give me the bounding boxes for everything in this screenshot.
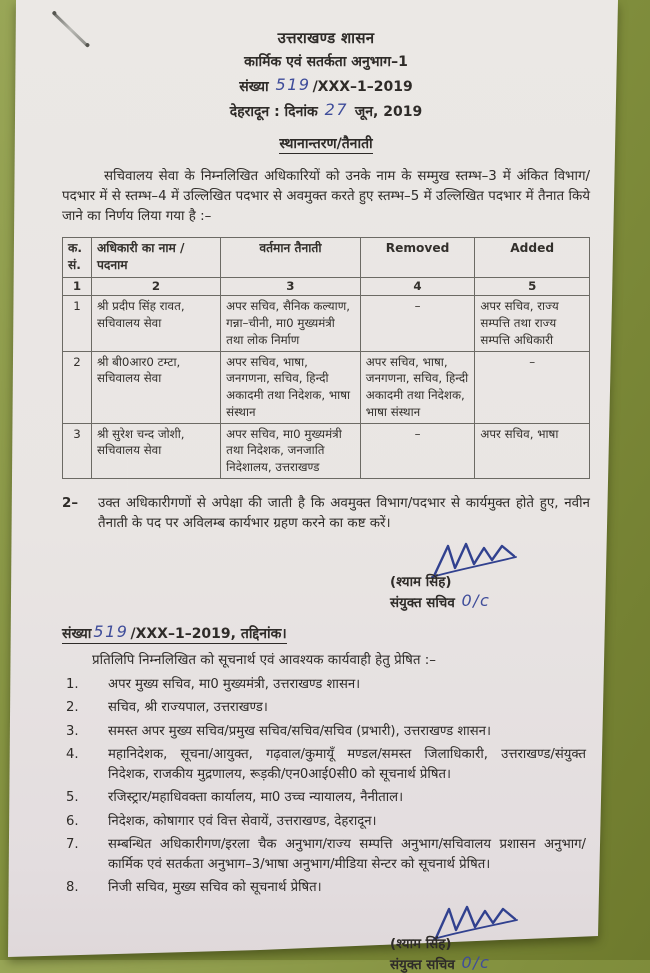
copy-reference-line bbox=[62, 623, 590, 643]
item-number: 6. bbox=[66, 813, 79, 829]
col-number-3: 3 bbox=[221, 277, 361, 296]
item-text: निदेशक, कोषागार एवं वित्त सेवायें, उत्तराखण्ड, देहरादून। bbox=[108, 813, 377, 829]
col-number-5: 5 bbox=[475, 277, 590, 296]
place-date-line bbox=[62, 101, 590, 121]
signature-block-2 bbox=[390, 900, 590, 973]
row2-current-posting: अपर सचिव, भाषा, जनगणना, सचिव, हिन्दी अकादमी तथा निदेशक, भाषा संस्थान bbox=[221, 351, 361, 423]
row3-removed: – bbox=[360, 423, 475, 478]
signatory-name: (श्याम सिंह) bbox=[390, 936, 452, 952]
item-text: निजी सचिव, मुख्य सचिव को सूचनार्थ प्रेषित। bbox=[108, 880, 322, 896]
department-title: कार्मिक एवं सतर्कता अनुभाग–1 bbox=[244, 54, 408, 70]
col-header-name: अधिकारी का नाम /पदनाम bbox=[91, 238, 220, 278]
ref-rest: /XXX–1–2019, तद्दिनांक। bbox=[130, 625, 287, 642]
row3-serial: 3 bbox=[63, 423, 92, 478]
list-item bbox=[62, 675, 590, 695]
date-handwritten: 27 bbox=[324, 100, 348, 119]
col-number-1: 1 bbox=[63, 277, 92, 296]
item-text: सम्बन्धित अधिकारीगण/इरला चैक अनुभाग/राज्य सम्पत्ति अनुभाग/सचिवालय प्रशासन अनुभाग/कार्मिक एवं सतर्कता अनुभाग–3/भाषा अनुभाग/मीडिया सेन्टर को सूचनार्थ प्रेषित। bbox=[108, 837, 586, 872]
item-text: महानिदेशक, सूचना/आयुक्त, गढ़वाल/कुमायूँ मण्डल/समस्त जिलाधिकारी, उत्तराखण्ड/संयुक्त निदेशक, राजकीय मुद्रणालय, रूड़की/एन0आई0सी0 को सूचनार्थ प्रेषित। bbox=[108, 747, 586, 782]
handwritten-oc-note: 0/c bbox=[461, 952, 491, 972]
table-row bbox=[63, 351, 590, 423]
item-text: सचिव, श्री राज्यपाल, उत्तराखण्ड। bbox=[108, 700, 268, 716]
government-title: उत्तराखण्ड शासन bbox=[277, 29, 375, 47]
place-date-label: देहरादून : दिनांक bbox=[229, 104, 318, 120]
ref-number-handwritten: 519 bbox=[93, 621, 129, 641]
list-item bbox=[62, 812, 590, 832]
row2-serial: 2 bbox=[63, 351, 92, 423]
col-header-added: Added bbox=[475, 238, 590, 278]
designation-text: संयुक्त सचिव bbox=[390, 957, 455, 973]
row2-added: – bbox=[475, 351, 590, 423]
row1-current-posting: अपर सचिव, सैनिक कल्याण, गन्ना–चीनी, मा0 मुख्यमंत्री तथा लोक निर्माण bbox=[221, 296, 361, 351]
copy-intro-line: प्रतिलिपि निम्नलिखित को सूचनार्थ एवं आवश्यक कार्यवाही हेतु प्रेषित :– bbox=[92, 652, 436, 668]
list-item bbox=[62, 698, 590, 718]
item-number: 4. bbox=[66, 747, 79, 763]
document-content bbox=[62, 28, 590, 973]
subject-line bbox=[62, 133, 590, 153]
col-header-serial: क. सं. bbox=[63, 238, 92, 278]
opening-paragraph: सचिवालय सेवा के निम्नलिखित अधिकारियों को उनके नाम के सम्मुख स्तम्भ–3 में अंकित विभाग/पदभार में से स्तम्भ–4 में उल्लिखित पदभार से अवमुक्त करते हुए स्तम्भ–5 में उल्लिखित पदभार में तैनात किये जाने का निर्णय लिया गया है :– bbox=[62, 169, 590, 224]
col-number-2: 2 bbox=[91, 277, 220, 296]
col-number-4: 4 bbox=[360, 277, 475, 296]
row1-removed: – bbox=[360, 296, 475, 351]
row3-current-posting: अपर सचिव, मा0 मुख्यमंत्री तथा निदेशक, जनजाति निदेशालय, उत्तराखण्ड bbox=[221, 423, 361, 478]
paragraph-text: उक्त अधिकारीगणों से अपेक्षा की जाती है कि अवमुक्त विभाग/पदभार से कार्यमुक्त होते हुए, नवीन तैनाती के पद पर अविलम्ब कार्यभार ग्रहण करने का कष्ट करें। bbox=[98, 495, 590, 531]
ref-label: संख्या bbox=[62, 625, 92, 642]
item-text: समस्त अपर मुख्य सचिव/प्रमुख सचिव/सचिव/सचिव (प्रभारी), उत्तराखण्ड शासन। bbox=[108, 723, 492, 739]
designation-text: संयुक्त सचिव bbox=[390, 595, 455, 611]
col-header-removed: Removed bbox=[360, 238, 475, 278]
table-column-number-row bbox=[63, 277, 590, 296]
item-number: 7. bbox=[66, 837, 79, 853]
subject-text: स्थानान्तरण/तैनाती bbox=[279, 136, 373, 152]
list-item bbox=[62, 788, 590, 808]
list-item bbox=[62, 835, 590, 874]
signature-block-1 bbox=[390, 536, 590, 611]
item-text: रजिस्ट्रार/महाधिवक्ता कार्यालय, मा0 उच्च न्यायालय, नैनीताल। bbox=[108, 790, 404, 806]
order-number-line bbox=[62, 76, 590, 96]
item-number: 5. bbox=[66, 790, 79, 806]
handwritten-oc-note: 0/c bbox=[461, 590, 491, 610]
row1-added: अपर सचिव, राज्य सम्पत्ति तथा राज्य सम्पत्ति अधिकारी bbox=[475, 296, 590, 351]
item-number: 1. bbox=[66, 676, 79, 692]
signatory-designation bbox=[390, 954, 590, 973]
table-row bbox=[63, 296, 590, 351]
transfer-table bbox=[62, 237, 590, 479]
paragraph-number: 2– bbox=[62, 495, 79, 511]
copy-reference-underlined bbox=[62, 621, 287, 644]
row1-officer-name: श्री प्रदीप सिंह रावत, सचिवालय सेवा bbox=[91, 296, 220, 351]
row3-added: अपर सचिव, भाषा bbox=[475, 423, 590, 478]
second-paragraph bbox=[62, 494, 590, 534]
row2-removed: अपर सचिव, भाषा, जनगणना, सचिव, हिन्दी अकादमी तथा निदेशक, भाषा संस्थान bbox=[360, 351, 475, 423]
item-number: 2. bbox=[66, 700, 79, 716]
item-text: अपर मुख्य सचिव, मा0 मुख्यमंत्री, उत्तराखण्ड शासन। bbox=[108, 676, 361, 692]
copy-recipient-list bbox=[62, 675, 590, 898]
signatory-designation bbox=[390, 592, 590, 611]
item-number: 3. bbox=[66, 723, 79, 739]
list-item bbox=[62, 878, 590, 898]
item-number: 8. bbox=[66, 880, 79, 896]
date-rest: जून, 2019 bbox=[354, 104, 423, 120]
order-number-handwritten: 519 bbox=[275, 75, 311, 94]
row2-officer-name: श्री बी0आर0 टम्टा, सचिवालय सेवा bbox=[91, 351, 220, 423]
row3-officer-name: श्री सुरेश चन्द जोशी, सचिवालय सेवा bbox=[91, 423, 220, 478]
table-row bbox=[63, 423, 590, 478]
row1-serial: 1 bbox=[63, 296, 92, 351]
list-item bbox=[62, 722, 590, 742]
order-number-rest: /XXX–1–2019 bbox=[312, 79, 413, 95]
col-header-current: वर्तमान तैनाती bbox=[221, 238, 361, 278]
order-number-label: संख्या bbox=[239, 79, 269, 95]
signatory-name: (श्याम सिंह) bbox=[390, 574, 452, 590]
table-header-row bbox=[63, 238, 590, 278]
list-item bbox=[62, 745, 590, 784]
